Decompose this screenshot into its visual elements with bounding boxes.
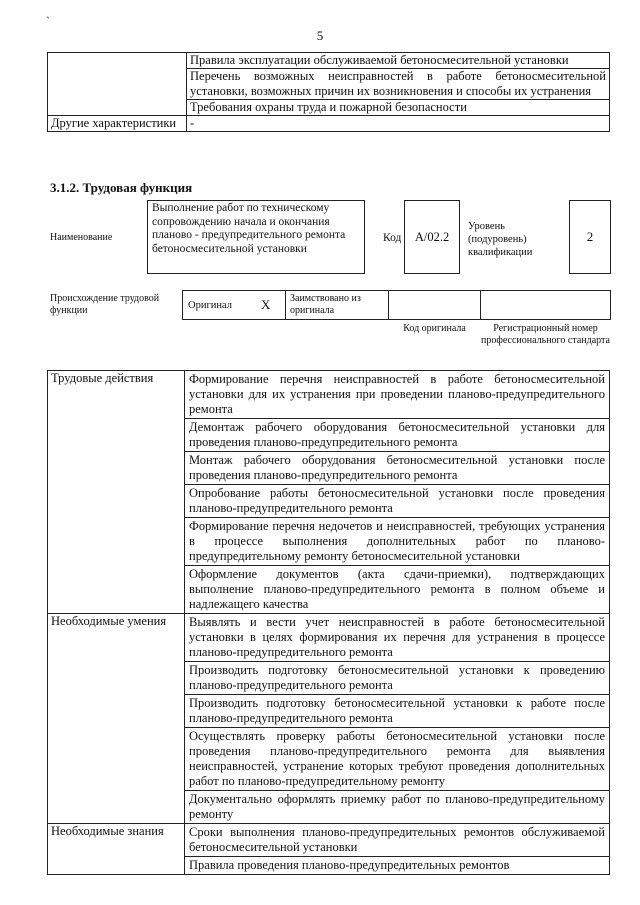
table-row: [48, 371, 610, 419]
table-cell: Опробование работы бетоносмесительной установки после проведения планово-предупредительного ремонта: [185, 485, 610, 518]
table-row: [48, 116, 610, 132]
row-label: [48, 53, 187, 116]
table-row: [48, 53, 610, 69]
table-cell: Правила эксплуатации обслуживаемой бетоносмесительной установки: [187, 53, 610, 69]
table-cell: Документально оформлять приемку работ по планово-предупредительному ремонту: [185, 791, 610, 824]
original-label: Оригинал: [188, 300, 232, 311]
table-cell: Правила проведения планово-предупредительных ремонтов: [185, 857, 610, 875]
table-cell: Формирование перечня недочетов и неисправностей, требующих устранения в процессе выполнения дополнительных работ по планово-предупредительному ремонту бетоносмесительной установки: [185, 518, 610, 566]
table-cell: Сроки выполнения планово-предупредительных ремонтов обслуживаемой бетоносмесительной установки: [185, 824, 610, 857]
original-code-box: [388, 290, 481, 320]
origin-label: Происхождение трудовой функции: [50, 293, 160, 316]
knowledge-continuation-table: [47, 52, 610, 132]
group-label: Необходимые знания: [48, 824, 185, 875]
table-cell: Выявлять и вести учет неисправностей в работе бетоносмесительной установки в целях формирования их перечня для устранения в процессе планово-предупредительного ремонта: [185, 614, 610, 662]
borrowed-box: Заимствовано из оригинала: [285, 290, 389, 320]
row-label: Другие характеристики: [48, 116, 187, 132]
function-details-table: [47, 370, 610, 875]
stray-mark: `: [46, 14, 50, 28]
table-cell: Монтаж рабочего оборудования бетоносмесительной установки после проведения планово-предупредительного ремонта: [185, 452, 610, 485]
code-box: А/02.2: [404, 200, 460, 274]
function-name-box: Выполнение работ по техническому сопровождению начала и окончания планово - предупредительного ремонта бетоносмесительной установки: [147, 200, 365, 274]
table-row: [48, 614, 610, 662]
table-cell: Перечень возможных неисправностей в работе бетоносмесительной установки, возможных причин их возникновения и способы их устранения: [187, 69, 610, 100]
level-box: 2: [569, 200, 611, 274]
reg-number-caption: Регистрационный номер профессионального стандарта: [481, 323, 610, 346]
level-label: Уровень (подуровень) квалификации: [468, 221, 533, 258]
table-cell: Оформление документов (акта сдачи-приемки), подтверждающих выполнение планово-предупредительного ремонта в полном объеме и надлежащего качества: [185, 566, 610, 614]
group-label: Трудовые действия: [48, 371, 185, 614]
table-cell: Осуществлять проверку работы бетоносмесительной установки после проведения планово-предупредительного ремонта для выявления неисправностей, устранение которых требуют проведения дополнительных работ по планово-предупредительному ремонту: [185, 728, 610, 791]
section-title: 3.1.2. Трудовая функция: [50, 180, 193, 195]
code-label: Код: [383, 232, 402, 244]
table-cell: -: [187, 116, 610, 132]
group-label: Необходимые умения: [48, 614, 185, 824]
reg-number-box: [480, 290, 611, 320]
name-label: Наименование: [50, 232, 113, 243]
original-box: [182, 290, 286, 320]
table-cell: Производить подготовку бетоносмесительной установки к проведению планово-предупредительного ремонта: [185, 662, 610, 695]
table-cell: Требования охраны труда и пожарной безопасности: [187, 100, 610, 116]
original-mark: X: [261, 297, 271, 312]
table-cell: Производить подготовку бетоносмесительной установки к работе после планово-предупредительного ремонта: [185, 695, 610, 728]
table-row: [48, 824, 610, 857]
table-cell: Формирование перечня неисправностей в работе бетоносмесительной установки для их устранения при проведении планово-предупредительного ремонта: [185, 371, 610, 419]
table-cell: Демонтаж рабочего оборудования бетоносмесительной установки для проведения планово-предупредительного ремонта: [185, 419, 610, 452]
original-code-caption: Код оригинала: [403, 323, 466, 334]
page-number: 5: [316, 28, 324, 43]
